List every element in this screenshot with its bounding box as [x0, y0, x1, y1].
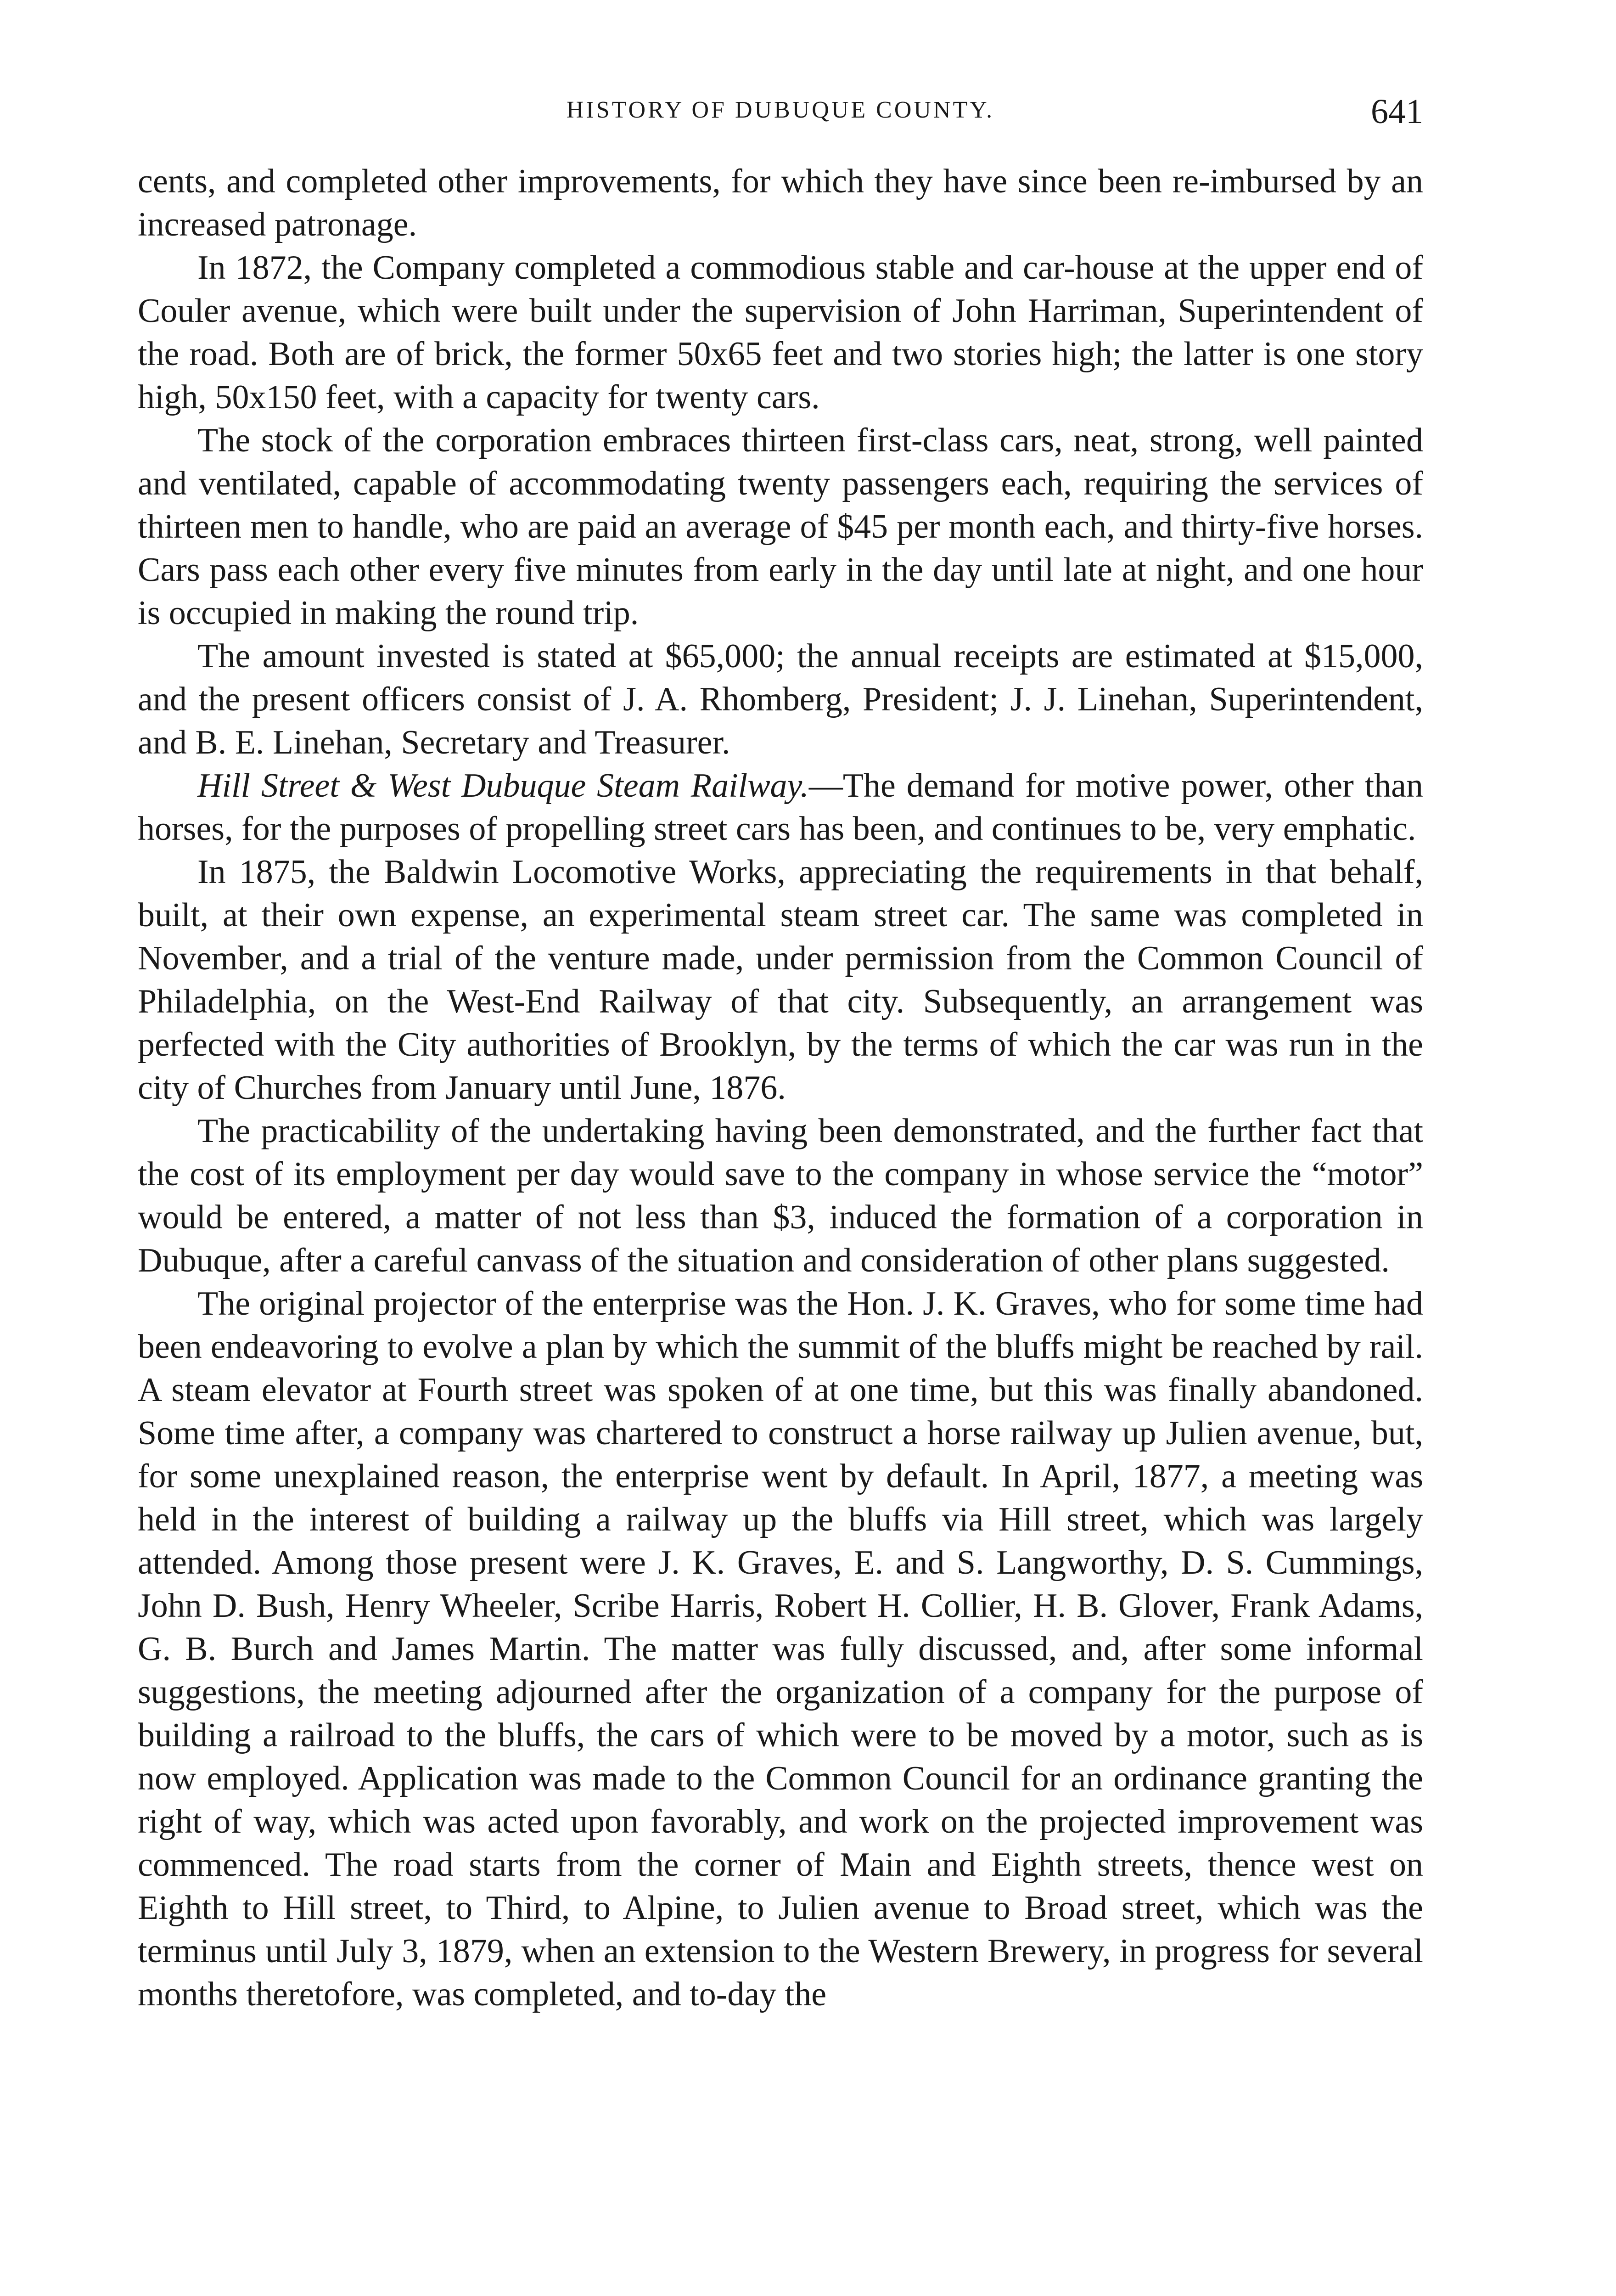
- running-title: HISTORY OF DUBUQUE COUNTY.: [566, 97, 995, 123]
- page-body: [138, 160, 1423, 2016]
- paragraph: The stock of the corporation embraces thirteen first-class cars, neat, strong, well painted and ventilated, capable of accommodating twenty passengers each, requiring the services of thirteen men to handle, who are paid an average of $45 per month each, and thirty-five horses. Cars pass each other every five minutes from early in the day until late at night, and one hour is occupied in making the round trip.: [138, 422, 1423, 632]
- paragraph: In 1875, the Baldwin Locomotive Works, appreciating the requirements in that behalf, built, at their own expense, an experimental steam street car. The same was completed in November, and a trial of the venture made, under permission from the Common Council of Philadelphia, on the West-End Railway of that city. Subsequently, an arrangement was perfected with the City authorities of Brooklyn, by the terms of which the car was run in the city of Churches from January until June, 1876.: [138, 853, 1423, 1107]
- book-page: [138, 92, 1423, 2296]
- paragraph-section-heading: [138, 764, 1423, 850]
- page-header: [138, 92, 1423, 147]
- paragraph-text: —The demand for motive power, other than horses, for the purposes of propelling street cars has been, and continues to be, very emphatic.: [138, 767, 1423, 848]
- paragraph: The original projector of the enterprise was the Hon. J. K. Graves, who for some time had been endeavoring to evolve a plan by which the summit of the bluffs might be reached by rail. A steam elevator at Fourth street was spoken of at one time, but this was finally abandoned. Some time after, a company was chartered to construct a horse railway up Julien avenue, but, for some unexplained reason, the enterprise went by default. In April, 1877, a meeting was held in the interest of building a railway up the bluffs via Hill street, which was largely attended. Among those present were J. K. Graves, E. and S. Langworthy, D. S. Cummings, John D. Bush, Henry Wheeler, Scribe Harris, Robert H. Collier, H. B. Glover, Frank Adams, G. B. Burch and James Martin. The matter was fully discussed, and, after some informal suggestions, the meeting adjourned after the organization of a company for the purpose of building a railroad to the bluffs, the cars of which were to be moved by a motor, such as is now employed. Application was made to the Common Council for an ordinance granting the right of way, which was acted upon favorably, and work on the projected improvement was commenced. The road starts from the corner of Main and Eighth streets, thence west on Eighth to Hill street, to Third, to Alpine, to Julien avenue to Broad street, which was the terminus until July 3, 1879, when an extension to the Western Brewery, in progress for several months theretofore, was completed, and to-day the: [138, 1285, 1423, 2013]
- section-heading: Hill Street & West Dubuque Steam Railway.: [197, 767, 809, 805]
- page-number: 641: [1371, 92, 1423, 131]
- paragraph: In 1872, the Company completed a commodious stable and car-house at the upper end of Couler avenue, which were built under the supervision of John Harriman, Superintendent of the road. Both are of brick, the former 50x65 feet and two stories high; the latter is one story high, 50x150 feet, with a capacity for twenty cars.: [138, 249, 1423, 416]
- paragraph: cents, and completed other improvements, for which they have since been re-imbursed by an increased patronage.: [138, 163, 1423, 243]
- paragraph: The amount invested is stated at $65,000; the annual receipts are estimated at $15,000, and the present officers consist of J. A. Rhomberg, President; J. J. Linehan, Superintendent, and B. E. Linehan, Secretary and Treasurer.: [138, 637, 1423, 761]
- paragraph: The practicability of the undertaking having been demonstrated, and the further fact that the cost of its employment per day would save to the company in whose service the “motor” would be entered, a matter of not less than $3, induced the formation of a corporation in Dubuque, after a careful canvass of the situation and consideration of other plans suggested.: [138, 1112, 1423, 1279]
